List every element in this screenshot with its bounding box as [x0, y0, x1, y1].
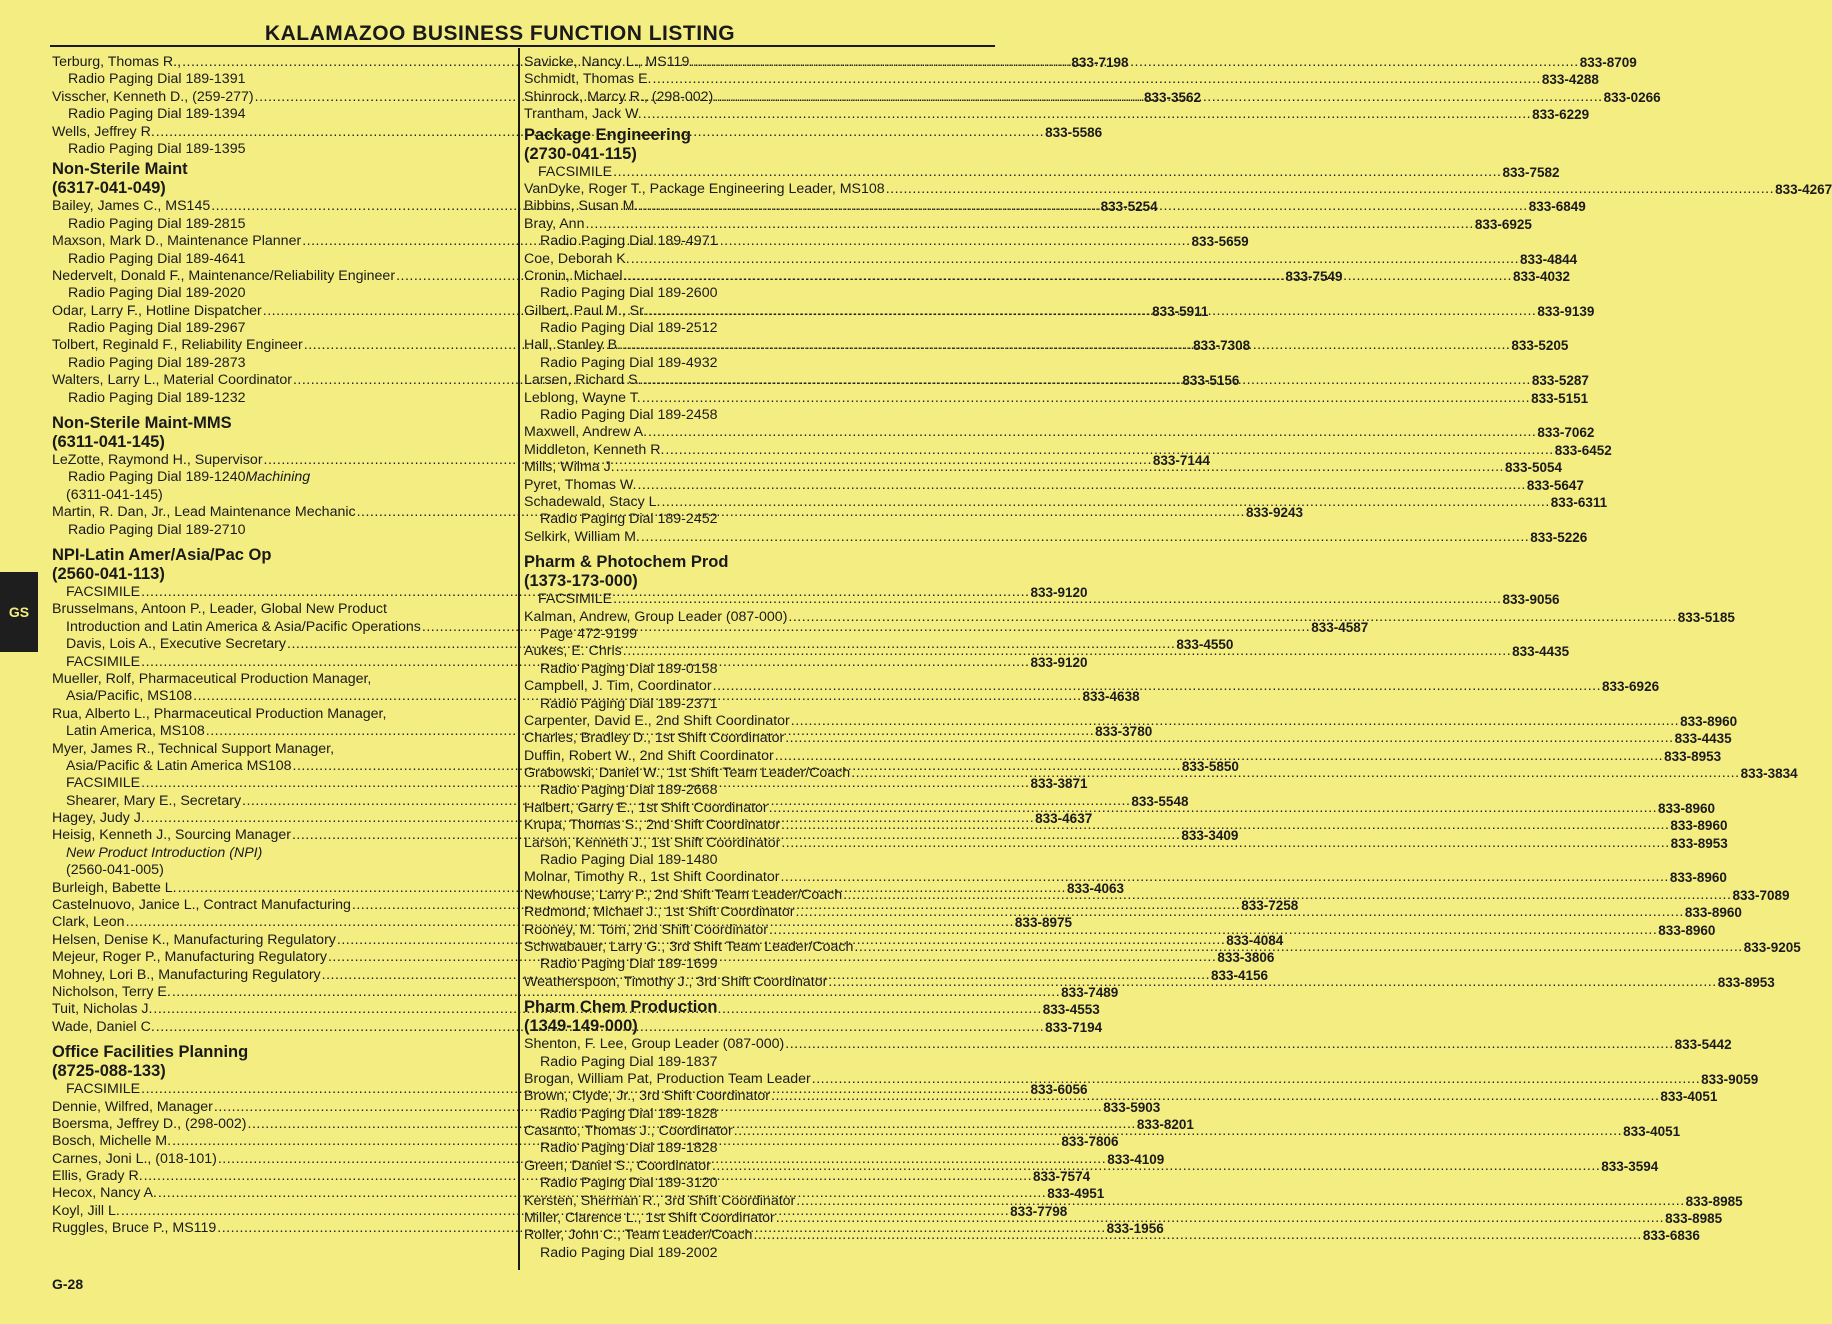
listing-name: Bray, Ann	[524, 215, 585, 232]
listing-name: Dennie, Wilfred, Manager	[52, 1098, 213, 1115]
dot-leader	[641, 529, 1529, 546]
listing-name: Wells, Jeffrey R.	[52, 123, 155, 140]
listing-name: Rooney, M. Tom, 2nd Shift Coordinator	[524, 921, 768, 938]
listing-phone: 833-8953	[1717, 974, 1775, 990]
dot-leader	[585, 216, 1473, 233]
section-heading: (6311-041-145)	[52, 433, 165, 452]
listing-phone: 833-3834	[1740, 766, 1798, 782]
listing-phone: 833-8985	[1685, 1193, 1743, 1209]
listing-name: Coe, Deborah K.	[524, 250, 630, 267]
listing-phone: 833-3806	[1217, 950, 1275, 966]
listing-phone: 833-5226	[1530, 529, 1588, 545]
listing-name: Martin, R. Dan, Jr., Lead Maintenance Mechanic	[52, 504, 356, 521]
listing-phone: 833-3409	[1181, 828, 1239, 844]
section-heading: Pharm Chem Production	[524, 998, 718, 1017]
listing-phone: 833-8960	[1658, 922, 1716, 938]
listing-phone: 833-4638	[1082, 689, 1140, 705]
listing-phone: 833-5205	[1511, 338, 1569, 354]
listing-name: Halbert, Garry E., 1st Shift Coordinator	[524, 799, 768, 816]
listing-row	[524, 476, 1584, 494]
dot-leader	[843, 887, 1731, 904]
listing-phone: 833-5254	[1100, 199, 1158, 215]
listing-phone: 833-6056	[1030, 1082, 1088, 1098]
listing-name: Clark, Leon	[52, 914, 125, 931]
listing-phone: 833-8960	[1684, 905, 1742, 921]
listing-phone: 833-6836	[1642, 1228, 1700, 1244]
listing-name: Selkirk, William M.	[524, 528, 640, 545]
listing-phone: 833-5586	[1045, 124, 1103, 140]
listing-phone: 833-8985	[1665, 1211, 1723, 1227]
listing-name: Tolbert, Reginald F., Reliability Engineer	[52, 337, 303, 354]
listing-phone: 833-5911	[1152, 303, 1209, 319]
listing-phone: 833-1956	[1106, 1221, 1164, 1237]
listing-phone: 833-4844	[1520, 251, 1578, 267]
listing-phone: 833-9120	[1030, 654, 1088, 670]
dot-leader	[713, 678, 1601, 695]
dot-leader	[637, 477, 1525, 494]
listing-phone: 833-7198	[1071, 54, 1129, 70]
listing-subline: Radio Paging Dial 189-2710	[68, 521, 246, 538]
listing-name: Charles, Bradley D., 1st Shift Coordinator	[524, 730, 785, 747]
listing-name: Shinrock, Marcy R., (298-002)	[524, 88, 714, 105]
section-heading: NPI-Latin Amer/Asia/Pac Op	[52, 545, 272, 564]
listing-phone: 833-8201	[1136, 1116, 1194, 1132]
listing-phone: 833-5156	[1182, 373, 1240, 389]
dot-leader	[622, 337, 1510, 354]
section-tab	[0, 572, 38, 652]
listing-phone: 833-5442	[1674, 1037, 1732, 1053]
listing-row	[524, 215, 1532, 233]
listing-row	[52, 583, 1088, 601]
dot-leader	[624, 268, 1512, 285]
dot-leader	[795, 904, 1683, 921]
dot-leader	[652, 71, 1540, 88]
dot-leader	[712, 1158, 1600, 1175]
listing-phone: 833-6311	[1550, 494, 1608, 510]
listing-name: Schmidt, Thomas E.	[524, 71, 652, 88]
listing-subline: Radio Paging Dial 189-2815	[68, 215, 246, 232]
listing-subline: Radio Paging Dial 189-1394	[68, 106, 246, 123]
dot-leader	[648, 424, 1536, 441]
listing-phone: 833-4063	[1066, 880, 1125, 896]
dot-leader	[690, 54, 1578, 71]
listing-name: Savicke, Nancy L., MS119	[524, 53, 690, 70]
listing-name: Miller, Clarence L., 1st Shift Coordinator	[524, 1210, 775, 1227]
listing-phone: 833-6926	[1602, 679, 1660, 695]
listing-phone: 833-9056	[1502, 592, 1560, 608]
dot-leader	[780, 869, 1668, 886]
listing-row	[524, 608, 1735, 626]
listing-phone: 833-7489	[1061, 984, 1119, 1000]
listing-name: Nedervelt, Donald F., Maintenance/Reliability Engineer	[52, 267, 396, 284]
listing-row	[524, 424, 1595, 441]
section-heading: Office Facilities Planning	[52, 1043, 249, 1062]
section-heading: Non-Sterile Maint-MMS	[52, 414, 232, 433]
listing-name: FACSIMILE	[66, 775, 141, 792]
subsection-code: (2560-041-005)	[66, 862, 164, 879]
listing-phone: 833-5647	[1526, 477, 1584, 493]
section-heading: (2560-041-113)	[52, 564, 165, 583]
listing-phone: 833-3871	[1030, 776, 1088, 792]
listing-phone: 833-6229	[1532, 107, 1590, 123]
section-heading: Package Engineering	[524, 125, 691, 144]
listing-name: Trantham, Jack W.	[524, 106, 642, 123]
dot-leader	[623, 643, 1511, 660]
listing-phone: 833-4587	[1311, 619, 1369, 635]
listing-subline: Radio Paging Dial 189-1232	[68, 389, 246, 406]
listing-row	[524, 389, 1589, 407]
dot-leader	[828, 974, 1716, 991]
listing-name: FACSIMILE	[66, 653, 141, 670]
listing-phone: 833-6452	[1554, 442, 1612, 458]
listing-subline: Radio Paging Dial 189-2600	[540, 285, 718, 302]
listing-row	[524, 71, 1599, 88]
listing-phone: 833-9139	[1537, 303, 1595, 319]
listing-name: Mejeur, Roger P., Manufacturing Regulatory	[52, 949, 327, 966]
listing-name: Grabowski, Daniel W., 1st Shift Team Leader/Coach	[524, 765, 851, 782]
listing-subline-text: Radio Paging Dial 189-1240	[68, 469, 246, 486]
listing-name: Brogan, William Pat, Production Team Leader	[524, 1070, 811, 1087]
listing-phone: 833-7258	[1241, 898, 1299, 913]
listing-name: Roller, John C., Team Leader/Coach	[524, 1227, 753, 1244]
listing-phone: 833-9059	[1701, 1071, 1759, 1087]
listing-phone: 833-4435	[1674, 731, 1732, 747]
section-heading: (1349-149-000)	[524, 1017, 638, 1036]
listing-phone: 833-4435	[1512, 644, 1570, 660]
listing-phone: 833-6849	[1528, 199, 1586, 215]
listing-name: Bibbins, Susan M.	[524, 198, 639, 215]
listing-phone: 833-9120	[1030, 584, 1088, 600]
listing-name: Green, Daniel S., Coordinator	[524, 1157, 711, 1174]
listing-phone: 833-7582	[1502, 164, 1560, 180]
listing-row	[524, 493, 1608, 511]
listing-subline: Radio Paging Dial 189-2873	[68, 354, 246, 371]
dot-leader	[776, 1210, 1664, 1227]
listing-name: Terburg, Thomas R.,	[52, 53, 182, 70]
listing-subline: Radio Paging Dial 189-2020	[68, 285, 246, 302]
listing-name: Casanto, Thomas J., Coordinator	[524, 1123, 733, 1140]
section-heading: (6317-041-049)	[52, 179, 166, 198]
listing-name: Schadewald, Stacy L.	[524, 493, 661, 510]
listing-phone: 833-9243	[1245, 505, 1304, 521]
listing-name: Koyl, Jill L.	[52, 1202, 120, 1219]
listing-subline: Radio Paging Dial 189-2371	[540, 695, 718, 712]
listing-name: Kersten, Sherman R., 3rd Shift Coordinator	[524, 1192, 796, 1209]
listing-name: VanDyke, Roger T., Package Engineering Leader, MS108	[524, 180, 885, 197]
dot-leader	[753, 1227, 1641, 1244]
dot-leader	[734, 1123, 1622, 1140]
listing-name: Ruggles, Bruce P., MS119	[52, 1220, 217, 1237]
listing-row	[524, 441, 1612, 459]
listing-phone: 833-7062	[1537, 425, 1595, 441]
listing-phone: 833-3594	[1601, 1158, 1659, 1174]
listing-name: Carpenter, David E., 2nd Shift Coordinator	[524, 712, 790, 729]
listing-phone: 833-6925	[1474, 216, 1532, 232]
dot-leader	[613, 164, 1501, 181]
listing-subline: Radio Paging Dial 189-2452	[540, 511, 718, 528]
dot-leader	[642, 390, 1530, 407]
listing-name: Duffin, Robert W., 2nd Shift Coordinator	[524, 747, 774, 764]
listing-name: Aukes, E. Chris	[524, 643, 622, 660]
listing-name: Mohney, Lori B., Manufacturing Regulatory	[52, 966, 321, 983]
listing-phone: 833-5850	[1181, 758, 1239, 774]
listing-subline: Radio Paging Dial 189-1395	[68, 140, 246, 157]
listing-row	[524, 1070, 1759, 1088]
section-heading: (8725-088-133)	[52, 1062, 166, 1081]
listing-phone: 833-5903	[1103, 1099, 1161, 1115]
dot-leader	[643, 106, 1531, 123]
listing-name: Wade, Daniel C.	[52, 1018, 155, 1035]
dot-leader	[769, 922, 1657, 939]
dot-leader	[613, 591, 1501, 608]
dot-leader	[714, 89, 1602, 106]
listing-name: Helsen, Denise K., Manufacturing Regulatory	[52, 931, 336, 948]
listing-name: Brown, Clyde, Jr., 3rd Shift Coordinator	[524, 1088, 771, 1105]
listing-name: Davis, Lois A., Executive Secretary	[66, 636, 286, 653]
dot-leader	[796, 1193, 1684, 1210]
listing-phone: 833-5287	[1531, 373, 1589, 389]
listing-name: Kalman, Andrew, Group Leader (087-000)	[524, 608, 788, 625]
listing-phone: 833-4951	[1047, 1186, 1105, 1202]
listing-phone: 833-4288	[1541, 72, 1599, 88]
dot-leader	[785, 1036, 1673, 1053]
listing-line: Mueller, Rolf, Pharmaceutical Production Manager,	[52, 670, 372, 687]
listing-name: Larson, Kenneth J., 1st Shift Coordinator	[524, 834, 781, 851]
listing-phone: 833-0266	[1603, 89, 1661, 105]
subsection-code: (6311-041-145)	[66, 486, 163, 503]
listing-subline: Radio Paging Dial 189-3120	[540, 1175, 718, 1192]
listing-phone: 833-3562	[1144, 89, 1202, 105]
listing-row	[524, 712, 1738, 730]
dot-leader	[643, 372, 1531, 389]
listing-subline: Radio Paging Dial 189-1699	[540, 956, 718, 973]
listing-phone: 833-4051	[1660, 1089, 1718, 1105]
listing-phone: 833-8960	[1658, 800, 1716, 816]
listing-name: Tuit, Nicholas J.	[52, 1001, 153, 1018]
listing-name: Campbell, J. Tim, Coordinator	[524, 678, 712, 695]
listing-line: Myer, James R., Technical Support Manager,	[52, 740, 335, 757]
listing-name: LeZotte, Raymond H., Supervisor	[52, 452, 263, 469]
listing-row	[524, 678, 1660, 695]
listing-name: Introduction and Latin America & Asia/Pacific Operations	[66, 618, 421, 635]
listing-name: FACSIMILE	[66, 583, 141, 600]
top-rule	[50, 45, 995, 47]
listing-subline: Page 472-9199	[540, 625, 638, 642]
listing-phone: 833-9205	[1743, 939, 1801, 955]
listing-name: Weatherspoon, Timothy J., 3rd Shift Coordinator	[524, 973, 828, 990]
dot-leader	[648, 303, 1536, 320]
listing-phone: 833-7549	[1285, 268, 1343, 284]
listing-subline: Radio Paging Dial 189-2512	[540, 320, 718, 337]
listing-name: Ellis, Grady R.	[52, 1168, 143, 1185]
listing-name: Larsen, Richard S.	[524, 372, 642, 389]
listing-row	[524, 528, 1588, 546]
listing-name: Hall, Stanley B.	[524, 337, 621, 354]
listing-row	[524, 163, 1560, 181]
dot-leader	[781, 817, 1669, 834]
listing-phone: 833-3780	[1095, 724, 1153, 740]
listing-phone: 833-5054	[1505, 460, 1563, 476]
listing-name: Carnes, Joni L., (018-101)	[52, 1150, 217, 1167]
listing-row	[524, 747, 1722, 765]
listing-phone: 833-5185	[1677, 609, 1735, 625]
listing-phone: 833-8960	[1680, 713, 1738, 729]
listing-name: Pyret, Thomas W.	[524, 476, 637, 493]
listing-name: Schwabauer, Larry G., 3rd Shift Team Leader/Coach	[524, 938, 854, 955]
subsection-heading: New Product Introduction (NPI)	[66, 844, 263, 861]
listing-row	[524, 106, 1590, 123]
listing-subline	[52, 469, 514, 486]
listing-subline: Radio Paging Dial 189-4932	[540, 354, 718, 371]
dot-leader	[639, 198, 1527, 215]
listing-subline: Radio Paging Dial 189-1391	[68, 71, 246, 88]
listing-phone: 833-8953	[1670, 835, 1728, 851]
dot-leader	[661, 494, 1549, 511]
listing-name: Leblong, Wayne T.	[524, 389, 641, 406]
listing-phone: 833-7806	[1061, 1134, 1119, 1150]
dot-leader	[771, 1088, 1659, 1105]
dot-leader	[886, 181, 1774, 198]
listing-phone: 833-7574	[1033, 1169, 1091, 1185]
listing-subline: Radio Paging Dial 189-1828	[540, 1105, 718, 1122]
dot-leader	[665, 442, 1553, 459]
listing-subline: Radio Paging Dial 189-2458	[540, 407, 718, 424]
listing-phone: 833-8960	[1670, 818, 1728, 834]
listing-phone: 833-4109	[1107, 1151, 1165, 1167]
listing-subline: Radio Paging Dial 189-4971	[540, 233, 718, 250]
listing-phone: 833-5151	[1531, 390, 1589, 406]
listing-name: Redmond, Michael J., 1st Shift Coordinator	[524, 904, 795, 921]
listing-name: Walters, Larry L., Material Coordinator	[52, 372, 292, 389]
dot-leader	[812, 1071, 1700, 1088]
dot-leader	[616, 459, 1504, 476]
page-number: G-28	[52, 1276, 84, 1292]
listing-name: Newhouse, Larry P., 2nd Shift Team Leader/Coach	[524, 886, 843, 903]
listing-phone: 833-5548	[1131, 793, 1189, 809]
listing-phone: 833-7798	[1010, 1203, 1068, 1219]
listing-name: Hecox, Nancy A.	[52, 1185, 157, 1202]
listing-phone: 833-7308	[1193, 338, 1251, 354]
dot-leader	[851, 765, 1739, 782]
listing-subline: Radio Paging Dial 189-1828	[540, 1140, 718, 1157]
listing-name: Shearer, Mary E., Secretary	[66, 792, 242, 809]
dot-leader	[791, 713, 1679, 730]
listing-subline: Radio Paging Dial 189-1837	[540, 1053, 718, 1070]
listing-name: Castelnuovo, Janice L., Contract Manufacturing	[52, 897, 351, 913]
listing-line: Rua, Alberto L., Pharmaceutical Production Manager,	[52, 705, 387, 722]
listing-phone: 833-4156	[1211, 967, 1269, 983]
dot-leader	[785, 730, 1673, 747]
listing-phone: 833-4084	[1226, 932, 1284, 948]
listing-name: Hagey, Judy J.	[52, 810, 145, 827]
dot-leader	[769, 800, 1657, 817]
listing-subline: Radio Paging Dial 189-2002	[540, 1244, 718, 1261]
listing-name: Maxson, Mark D., Maintenance Planner	[52, 233, 302, 250]
listing-phone: 833-7089	[1732, 887, 1790, 903]
listing-name: Mills, Wilma J.	[524, 459, 615, 476]
listing-phone: 833-7194	[1045, 1019, 1103, 1035]
listing-phone: 833-4553	[1042, 1002, 1100, 1018]
listing-name: Gilbert, Paul M., Sr.	[524, 302, 647, 319]
section-heading: Pharm & Photochem Prod	[524, 553, 729, 572]
listing-name: Latin America, MS108	[66, 723, 205, 740]
listing-name: Boersma, Jeffrey D., (298-002)	[52, 1115, 247, 1132]
listing-name: Burleigh, Babette L.	[52, 879, 177, 896]
listing-subline: Radio Paging Dial 189-1480	[540, 852, 718, 869]
listing-phone: 833-8709	[1579, 54, 1637, 70]
listing-subline: Radio Paging Dial 189-4641	[68, 250, 246, 267]
listing-row	[524, 180, 1832, 198]
listing-name: FACSIMILE	[66, 1081, 141, 1098]
listing-phone: 833-5659	[1191, 234, 1249, 250]
listing-line: Brusselmans, Antoon P., Leader, Global New Product	[52, 601, 387, 618]
listing-phone: 833-4051	[1623, 1124, 1681, 1140]
listing-name: Asia/Pacific, MS108	[66, 688, 193, 705]
listing-name: Heisig, Kenneth J., Sourcing Manager	[52, 827, 291, 844]
listing-phone: 833-8953	[1664, 748, 1722, 764]
listing-name: FACSIMILE	[538, 163, 613, 180]
section-tab-label: GS	[8, 604, 30, 620]
listing-name: Molnar, Timothy R., 1st Shift Coordinator	[524, 869, 780, 886]
dot-leader	[854, 939, 1742, 956]
section-heading: (2730-041-115)	[524, 144, 637, 163]
listing-name: Bosch, Michelle M.	[52, 1133, 172, 1150]
listing-row	[524, 869, 1727, 886]
listing-name: Odar, Larry F., Hotline Dispatcher	[52, 302, 262, 319]
listing-phone: 833-4032	[1512, 268, 1570, 284]
section-heading: Non-Sterile Maint	[52, 160, 188, 179]
listing-subline: Radio Paging Dial 189-0158	[540, 660, 718, 677]
listing-name: Bailey, James C., MS145	[52, 198, 211, 215]
dot-leader	[781, 835, 1669, 852]
listing-phone: 833-8960	[1669, 870, 1727, 886]
dot-leader	[788, 609, 1676, 626]
listing-row	[52, 983, 1119, 1001]
listing-phone: 833-8975	[1014, 915, 1072, 931]
listing-subline-italic: Machining	[245, 469, 311, 486]
listing-row	[524, 250, 1578, 268]
dot-leader	[631, 251, 1519, 268]
listing-name: Krupa, Thomas S., 2nd Shift Coordinator	[524, 817, 781, 834]
listing-phone: 833-7144	[1152, 453, 1210, 469]
listing-phone: 833-4267	[1775, 181, 1832, 197]
listing-subline: Radio Paging Dial 189-2967	[68, 320, 246, 337]
listing-name: Nicholson, Terry E.	[52, 983, 171, 1000]
listing-name: Middleton, Kenneth R.	[524, 441, 665, 458]
listing-name: Visscher, Kenneth D., (259-277)	[52, 88, 254, 105]
page-title: KALAMAZOO BUSINESS FUNCTION LISTING	[264, 22, 736, 45]
dot-leader	[775, 748, 1663, 765]
listing-subline: Radio Paging Dial 189-2668	[540, 782, 718, 799]
listing-phone: 833-4550	[1176, 637, 1234, 653]
listing-name: Shenton, F. Lee, Group Leader (087-000)	[524, 1036, 785, 1053]
listing-name: Maxwell, Andrew A.	[524, 424, 648, 441]
listing-row	[524, 1036, 1732, 1053]
listing-name: FACSIMILE	[538, 591, 613, 608]
listing-name: Cronin, Michael	[524, 267, 623, 284]
section-heading: (1373-173-000)	[524, 572, 638, 591]
listing-phone: 833-4637	[1035, 811, 1093, 827]
listing-name: Asia/Pacific & Latin America MS108	[66, 757, 292, 774]
